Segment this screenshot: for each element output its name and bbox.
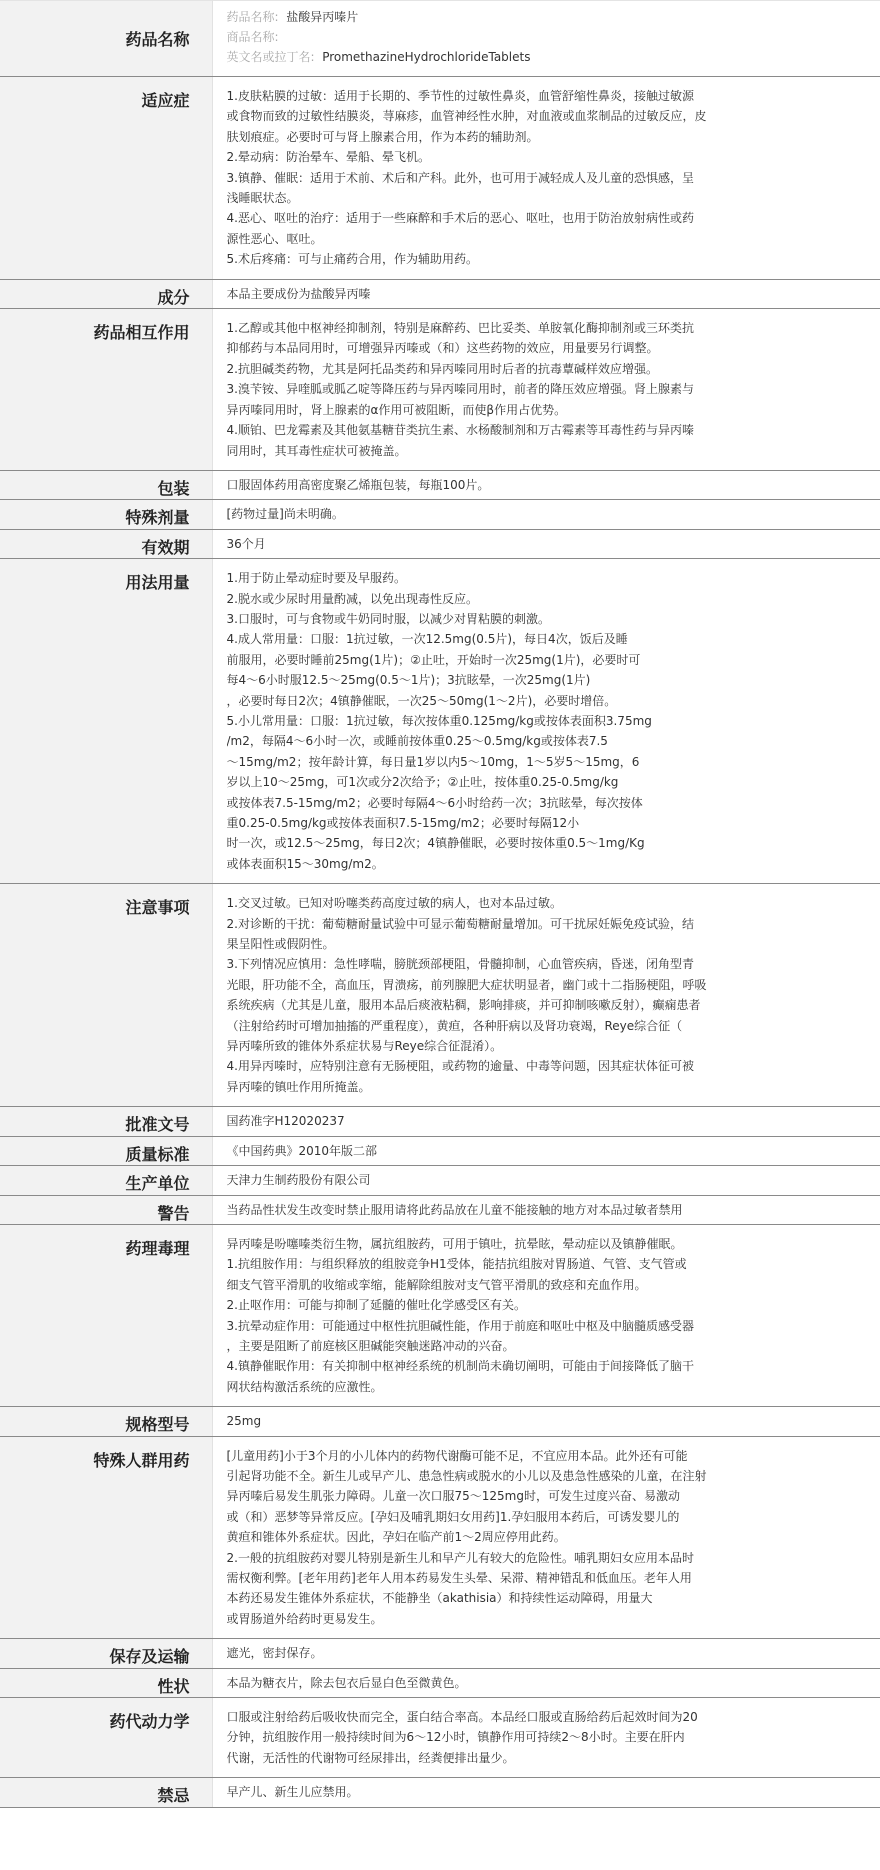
text-line: 《中国药典》2010年版二部: [226, 1143, 378, 1158]
spec-row-contraindications: [0, 1778, 880, 1807]
row-label: 药品名称: [0, 1, 212, 77]
text-line: 3.溴苄铵、异喹胍或胍乙啶等降压药与异丙嗪同用时，前者的降压效应增强。肾上腺素与: [226, 382, 694, 397]
drug-name-block: [212, 1, 880, 77]
text-line: 或体表面积15～30mg/m2。: [226, 856, 384, 871]
text-line: 抑郁药与本品同用时，可增强异丙嗪或（和）这些药物的效应，用量要另行调整。: [226, 341, 659, 356]
text-line: 2.晕动病：防治晕车、晕船、晕飞机。: [226, 150, 430, 165]
text-line: 4.用异丙嗪时，应特别注意有无肠梗阻，或药物的逾量、中毒等问题，因其症状体征可被: [226, 1059, 694, 1074]
text-line: 36个月: [226, 536, 266, 551]
row-value: [212, 1436, 880, 1639]
text-line: ，必要时每日2次；4镇静催眠，一次25～50mg(1～2片)，必要时增倍。: [226, 693, 617, 708]
text-line: 1.用于防止晕动症时要及早服药。: [226, 571, 406, 586]
row-label: 药品相互作用: [0, 309, 212, 471]
text-line: （注射给药时可增加抽搐的严重程度），黄疸，各种肝病以及肾功衰竭，Reye综合征（: [226, 1018, 683, 1033]
text-line: 重0.25-0.5mg/kg或按体表面积7.5-15mg/m2；必要时每隔12小: [226, 816, 580, 830]
text-line: 2.对诊断的干扰：葡萄糖耐量试验中可显示葡萄糖耐量增加。可干扰尿妊娠免疫试验，结: [226, 916, 694, 931]
text-line: [儿童用药]小于3个月的小儿体内的药物代谢酶可能不足，不宜应用本品。此外还有可能: [226, 1448, 688, 1463]
text-line: 细支气管平滑肌的收缩或挛缩，能解除组胺对支气管平滑肌的致痉和充血作用。: [226, 1277, 647, 1292]
trade-name-key: 商品名称:: [226, 30, 279, 44]
row-value: [212, 500, 880, 529]
spec-row-special-dosage: [0, 500, 880, 529]
text-line: 口服或注射给药后吸收快而完全，蛋白结合率高。本品经口服或直肠给药后起效时间为20: [226, 1710, 698, 1725]
row-label: 规格型号: [0, 1407, 212, 1436]
text-line: 3.镇静、催眠：适用于术前、术后和产科。此外，也可用于减轻成人及儿童的恐惧感，呈: [226, 170, 694, 185]
row-label: 药理毒理: [0, 1224, 212, 1406]
text-line: 网状结构激活系统的应激性。: [226, 1379, 383, 1394]
english-name-line: [227, 47, 875, 67]
row-value: [212, 1224, 880, 1406]
text-line: 遮光，密封保存。: [226, 1646, 323, 1661]
english-name-value: PromethazineHydrochlorideTablets: [322, 50, 531, 64]
spec-row-ingredients: [0, 279, 880, 308]
row-label: 禁忌: [0, 1778, 212, 1807]
spec-row-quality-standard: [0, 1136, 880, 1165]
text-line: 或胃肠道外给药时更易发生。: [226, 1611, 383, 1626]
row-label: 药代动力学: [0, 1698, 212, 1778]
row-label: 质量标准: [0, 1136, 212, 1165]
row-value: [212, 1195, 880, 1224]
row-label: 特殊人群用药: [0, 1436, 212, 1639]
row-value: [212, 1136, 880, 1165]
text-line: /m2，每隔4～6小时一次，或睡前按体重0.25～0.5mg/kg或按体表7.5: [226, 734, 608, 749]
text-line: 口服固体药用高密度聚乙烯瓶包装，每瓶100片。: [226, 477, 490, 492]
row-label: 生产单位: [0, 1166, 212, 1195]
text-line: 3.下列情况应慎用：急性哮喘，膀胱颈部梗阻，骨髓抑制，心血管疾病，昏迷，闭角型青: [226, 957, 694, 972]
row-value: [212, 1698, 880, 1778]
row-label: 有效期: [0, 529, 212, 558]
spec-row-drug-name: [0, 1, 880, 77]
text-line: 每4～6小时服12.5～25mg(0.5～1片)；3抗眩晕，一次25mg(1片): [226, 673, 591, 688]
text-line: 分钟，抗组胺作用一般持续时间为6～12小时，镇静作用可持续2～8小时。主要在肝内: [226, 1730, 685, 1745]
text-line: 异丙嗪同用时，肾上腺素的α作用可被阻断，而使β作用占优势。: [226, 402, 567, 417]
spec-row-shelf-life: [0, 529, 880, 558]
spec-row-specification: [0, 1407, 880, 1436]
text-line: 需权衡利弊。[老年用药]老年人用本药易发生头晕、呆滞、精神错乱和低血压。老年人用: [226, 1571, 692, 1585]
spec-row-storage: [0, 1639, 880, 1668]
spec-row-special-populations: [0, 1436, 880, 1639]
row-value: [212, 1668, 880, 1697]
text-line: 系统疾病（尤其是儿童，服用本品后痰液粘稠，影响排痰，并可抑制咳嗽反射），癫痫患者: [226, 998, 701, 1013]
text-line: 1.交叉过敏。已知对吩噻类药高度过敏的病人，也对本品过敏。: [226, 896, 562, 911]
text-line: 黄疸和锥体外系症状。因此，孕妇在临产前1～2周应停用此药。: [226, 1530, 566, 1545]
text-line: 时一次，或12.5～25mg，每日2次；4镇静催眠，必要时按体重0.5～1mg/Kg: [226, 836, 645, 851]
text-line: 前服用，必要时睡前25mg(1片)；②止吐，开始时一次25mg(1片)，必要时可: [226, 652, 641, 667]
text-line: 本药还易发生锥体外系症状，不能静坐（akathisia）和持续性运动障碍，用量大: [226, 1591, 653, 1606]
text-line: 5.术后疼痛：可与止痛药合用，作为辅助用药。: [226, 252, 478, 267]
spec-row-approval-number: [0, 1107, 880, 1136]
spec-row-indications: [0, 77, 880, 280]
text-line: 源性恶心、呕吐。: [226, 231, 323, 246]
text-line: 异丙嗪所致的锥体外系症状易与Reye综合征混淆）。: [226, 1039, 503, 1054]
text-line: 2.脱水或少尿时用量酌减，以免出现毒性反应。: [226, 591, 478, 606]
row-label: 警告: [0, 1195, 212, 1224]
row-value: [212, 1639, 880, 1668]
row-label: 适应症: [0, 77, 212, 280]
row-value: [212, 529, 880, 558]
text-line: 或按体表7.5-15mg/m2；必要时每隔4～6小时给药一次；3抗眩晕，每次按体: [226, 795, 643, 810]
text-line: 本品主要成份为盐酸异丙嗪: [226, 286, 371, 301]
row-value: [212, 1407, 880, 1436]
row-label: 特殊剂量: [0, 500, 212, 529]
row-value: [212, 77, 880, 280]
spec-row-drug-interactions: [0, 309, 880, 471]
row-value: [212, 559, 880, 884]
text-line: 4.镇静催眠作用：有关抑制中枢神经系统的机制尚未确切阐明，可能由于间接降低了脑干: [226, 1359, 694, 1374]
spec-row-warning: [0, 1195, 880, 1224]
spec-row-manufacturer: [0, 1166, 880, 1195]
row-label: 注意事项: [0, 884, 212, 1107]
row-value: [212, 279, 880, 308]
text-line: 2.抗胆碱类药物，尤其是阿托品类药和异丙嗪同用时后者的抗毒蕈碱样效应增强。: [226, 361, 658, 376]
row-value: [212, 1778, 880, 1807]
trade-name-line: [227, 27, 875, 47]
row-label: 成分: [0, 279, 212, 308]
row-value: [212, 470, 880, 499]
text-line: 3.口服时，可与食物或牛奶同时服，以减少对胃粘膜的刺激。: [226, 611, 550, 626]
row-label: 包装: [0, 470, 212, 499]
spec-row-pharmacokinetics: [0, 1698, 880, 1778]
spec-row-dosage: [0, 559, 880, 884]
text-line: 25mg: [226, 1414, 262, 1429]
text-line: ，主要是阻断了前庭核区胆碱能突触迷路冲动的兴奋。: [226, 1338, 515, 1353]
text-line: 浅睡眠状态。: [226, 191, 299, 206]
row-value: [212, 884, 880, 1107]
text-line: 或（和）恶梦等异常反应。[孕妇及哺乳期妇女用药]1.孕妇服用本药后，可诱发婴儿的: [226, 1509, 680, 1524]
text-line: 1.抗组胺作用：与组织释放的组胺竞争H1受体，能拮抗组胺对胃肠道、气管、支气管或: [226, 1257, 687, 1272]
text-line: 早产儿、新生儿应禁用。: [226, 1785, 359, 1800]
text-line: ～15mg/m2；按年龄计算，每日量1岁以内5～10mg，1～5岁5～15mg，6: [226, 754, 640, 769]
text-line: 4.恶心、呕吐的治疗：适用于一些麻醉和手术后的恶心、呕吐，也用于防治放射病性或药: [226, 211, 694, 226]
row-label: 批准文号: [0, 1107, 212, 1136]
text-line: 本品为糖衣片，除去包衣后显白色至微黄色。: [226, 1675, 467, 1690]
generic-name-key: 药品名称:: [226, 10, 279, 24]
row-value: [212, 1166, 880, 1195]
spec-row-pharmacology: [0, 1224, 880, 1406]
text-line: 岁以上10～25mg，可1次或分2次给予；②止吐，按体重0.25-0.5mg/kg: [226, 775, 619, 790]
text-line: [药物过量]尚未明确。: [226, 507, 344, 522]
text-line: 当药品性状发生改变时禁止服用请将此药品放在儿童不能接触的地方对本品过敏者禁用: [226, 1202, 683, 1217]
text-line: 异丙嗪的镇吐作用所掩盖。: [226, 1079, 371, 1094]
spec-row-description: [0, 1668, 880, 1697]
text-line: 1.乙醇或其他中枢神经抑制剂，特别是麻醉药、巴比妥类、单胺氧化酶抑制剂或三环类抗: [226, 321, 694, 336]
text-line: 天津力生制药股份有限公司: [226, 1173, 371, 1188]
text-line: 同用时，其耳毒性症状可被掩盖。: [226, 443, 407, 458]
spec-row-precautions: [0, 884, 880, 1107]
text-line: 光眼，肝功能不全，高血压，胃溃疡，前列腺肥大症状明显者，幽门或十二指肠梗阻，呼吸: [226, 977, 707, 992]
row-label: 用法用量: [0, 559, 212, 884]
english-name-key: 英文名或拉丁名:: [226, 50, 315, 64]
row-value: [212, 309, 880, 471]
generic-name-value: 盐酸异丙嗪片: [286, 10, 359, 24]
row-value: [212, 1107, 880, 1136]
text-line: 4.顺铂、巴龙霉素及其他氨基糖苷类抗生素、水杨酸制剂和万古霉素等耳毒性药与异丙嗪: [226, 423, 694, 438]
spec-row-packaging: [0, 470, 880, 499]
text-line: 2.一般的抗组胺药对婴儿特别是新生儿和早产儿有较大的危险性。哺乳期妇女应用本品时: [226, 1550, 694, 1565]
text-line: 1.皮肤粘膜的过敏：适用于长期的、季节性的过敏性鼻炎，血管舒缩性鼻炎，接触过敏源: [226, 89, 694, 103]
text-line: 肤划痕症。必要时可与肾上腺素合用，作为本药的辅助剂。: [226, 129, 539, 144]
text-line: 引起肾功能不全。新生儿或早产儿、患急性病或脱水的小儿以及患急性感染的儿童，在注射: [226, 1468, 707, 1483]
text-line: 或食物而致的过敏性结膜炎，荨麻疹，血管神经性水肿，对血液或血浆制品的过敏反应，皮: [226, 109, 707, 124]
text-line: 代谢，无活性的代谢物可经尿排出，经粪便排出量少。: [226, 1750, 515, 1765]
row-label: 保存及运输: [0, 1639, 212, 1668]
text-line: 果呈阳性或假阴性。: [226, 937, 335, 952]
text-line: 2.止呕作用：可能与抑制了延髓的催吐化学感受区有关。: [226, 1298, 526, 1313]
text-line: 异丙嗪后易发生肌张力障碍。儿童一次口服75～125mg时，可发生过度兴奋、易激动: [226, 1489, 680, 1504]
row-label: 性状: [0, 1668, 212, 1697]
text-line: 5.小儿常用量：口服：1抗过敏，每次按体重0.125mg/kg或按体表面积3.75mg: [226, 713, 652, 728]
text-line: 国药准字H12020237: [226, 1114, 345, 1129]
text-line: 异丙嗪是吩噻嗪类衍生物，属抗组胺药，可用于镇吐，抗晕眩，晕动症以及镇静催眠。: [226, 1236, 683, 1251]
generic-name-line: [227, 7, 875, 27]
spec-table-body: [0, 1, 880, 1808]
text-line: 4.成人常用量：口服：1抗过敏，一次12.5mg(0.5片)，每日4次，饭后及睡: [226, 632, 628, 647]
text-line: 3.抗晕动症作用：可能通过中枢性抗胆碱性能，作用于前庭和呕吐中枢及中脑髓质感受器: [226, 1318, 694, 1333]
